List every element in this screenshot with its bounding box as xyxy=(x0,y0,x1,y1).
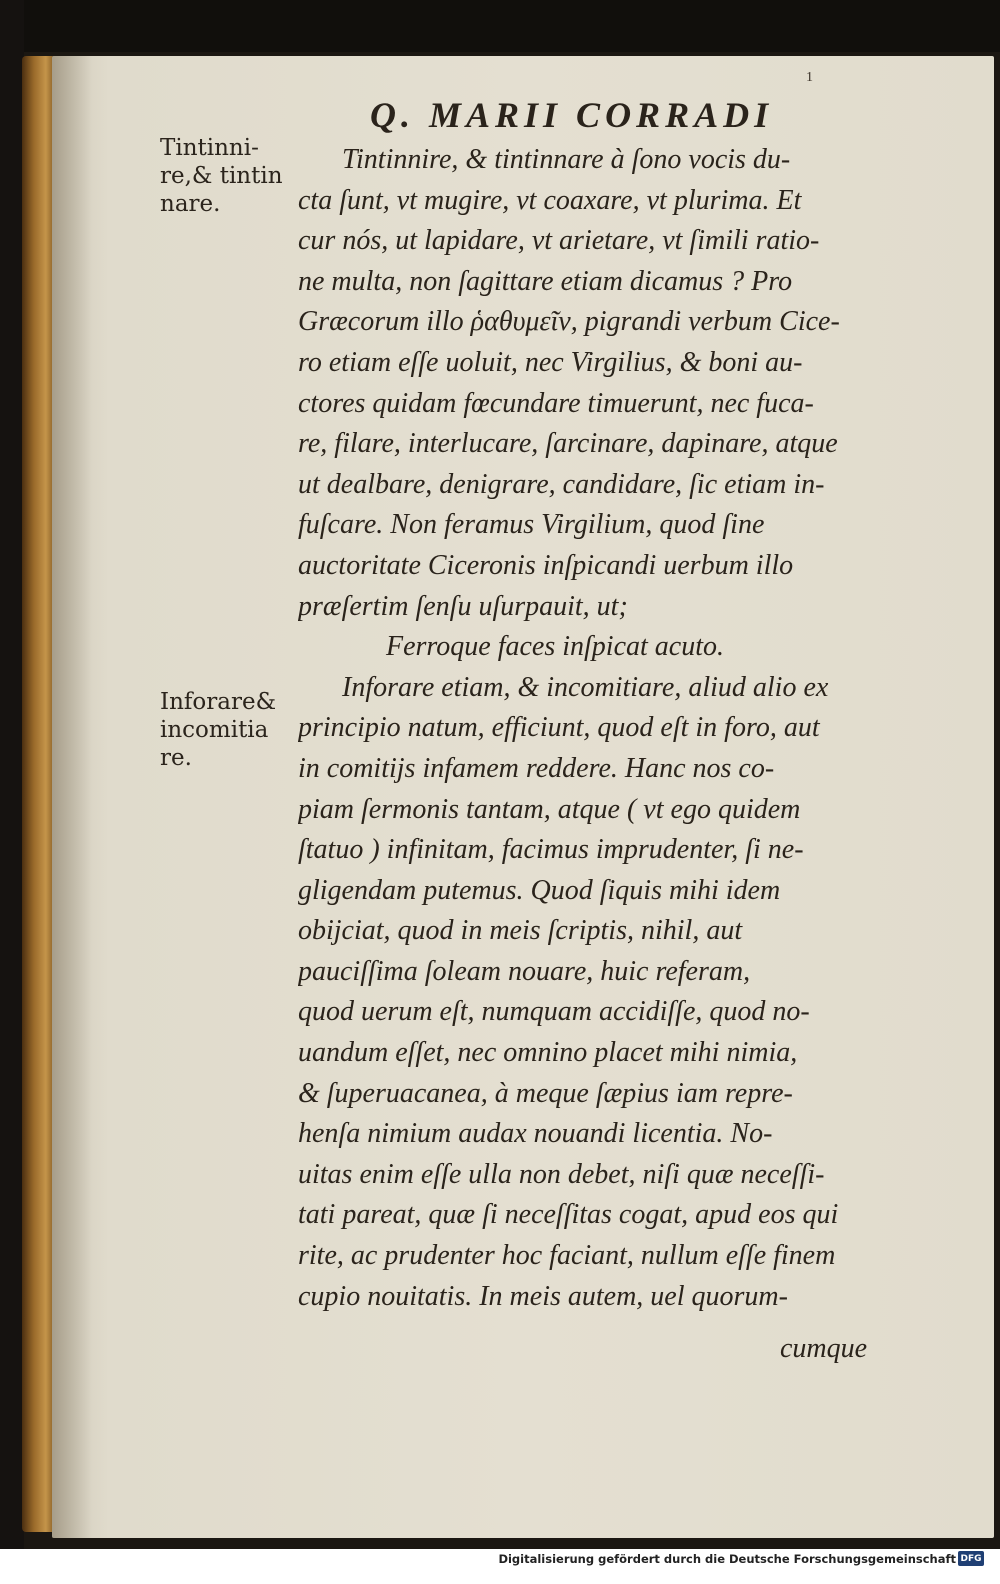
text-line: principio natum, efficiunt, quod eſt in foro, aut xyxy=(298,712,820,744)
text-line: rite, ac prudenter hoc faciant, nullum eſſe finem xyxy=(298,1240,836,1272)
footer-credit: Digitalisierung gefördert durch die Deutsche Forschungsgemeinschaft xyxy=(498,1552,956,1566)
text-line: fuſcare. Non feramus Virgilium, quod ſine xyxy=(298,509,765,541)
text-line: cta ſunt, vt mugire, vt coaxare, vt plurima. Et xyxy=(298,184,802,216)
margin-note-line: incomitia xyxy=(160,717,269,743)
text-line: & ſuperuacanea, à meque ſæpius iam repre- xyxy=(298,1077,793,1109)
margin-note-line: re,& tintin xyxy=(160,163,283,189)
margin-note-tintinnire xyxy=(160,134,283,218)
text-line: cupio nouitatis. In meis autem, uel quorum- xyxy=(298,1280,788,1312)
scan-background-top xyxy=(0,0,1000,52)
text-line: uitas enim eſſe ulla non debet, niſi quæ neceſſi- xyxy=(298,1158,825,1190)
text-line: ut dealbare, denigrare, candidare, ſic etiam in- xyxy=(298,468,825,500)
text-line: tati pareat, quæ ſi neceſſitas cogat, apud eos qui xyxy=(298,1199,839,1231)
text-line: auctoritate Ciceronis inſpicandi uerbum illo xyxy=(298,549,794,581)
margin-note-line: nare. xyxy=(160,191,221,217)
page-gutter-shadow xyxy=(52,56,92,1538)
scan-background-left xyxy=(0,0,24,1584)
margin-note-line: Tintinni- xyxy=(160,135,259,161)
verse-quotation-line: Ferroque faces inſpicat acuto. xyxy=(386,631,724,663)
text-line: Græcorum illo ῥαθυμεῖν, pigrandi verbum Cice- xyxy=(298,306,840,338)
margin-note-line: Inforare& xyxy=(160,689,277,715)
book-fore-edge xyxy=(22,56,56,1532)
text-line: uandum eſſet, nec omnino placet mihi nimia, xyxy=(298,1037,798,1069)
dfg-logo: DFG xyxy=(958,1551,984,1566)
text-line: henſa nimium audax nouandi licentia. No- xyxy=(298,1118,773,1150)
text-line: cur nós, ut lapidare, vt arietare, vt ſimili ratio- xyxy=(298,225,820,257)
text-line: præſertim ſenſu uſurpauit, ut; xyxy=(298,590,628,622)
margin-note-inforare xyxy=(160,688,276,772)
text-line: pauciſſima ſoleam nouare, huic referam, xyxy=(298,955,751,987)
text-line: in comitijs infamem reddere. Hanc nos co- xyxy=(298,752,775,784)
text-line: ctores quidam fœcundare timuerunt, nec fuca- xyxy=(298,387,814,419)
running-head: Q. MARII CORRADI xyxy=(370,95,774,135)
text-line: piam ſermonis tantam, atque ( vt ego quidem xyxy=(298,793,801,825)
text-line: obijciat, quod in meis ſcriptis, nihil, aut xyxy=(298,915,743,947)
margin-note-line: re. xyxy=(160,745,192,771)
text-line: gligendam putemus. Quod ſiquis mihi idem xyxy=(298,874,781,906)
text-line: ne multa, non ſagittare etiam dicamus ? Pro xyxy=(298,265,793,297)
text-line: Inforare etiam, & incomitiare, aliud alio ex xyxy=(342,671,829,703)
text-line: Tintinnire, & tintinnare à ſono vocis du- xyxy=(342,144,791,175)
main-text-block xyxy=(298,140,948,1317)
text-line: ſtatuo ) infinitam, facimus imprudenter, ſi ne- xyxy=(298,834,804,866)
text-line: ro etiam eſſe uoluit, nec Virgilius, & boni au- xyxy=(298,346,803,378)
text-line: quod uerum eſt, numquam accidiſſe, quod no- xyxy=(298,996,810,1028)
page-number: 1 xyxy=(806,70,813,85)
text-line: re, filare, interlucare, ſarcinare, dapinare, atque xyxy=(298,428,838,460)
catchword: cumque xyxy=(780,1333,868,1364)
